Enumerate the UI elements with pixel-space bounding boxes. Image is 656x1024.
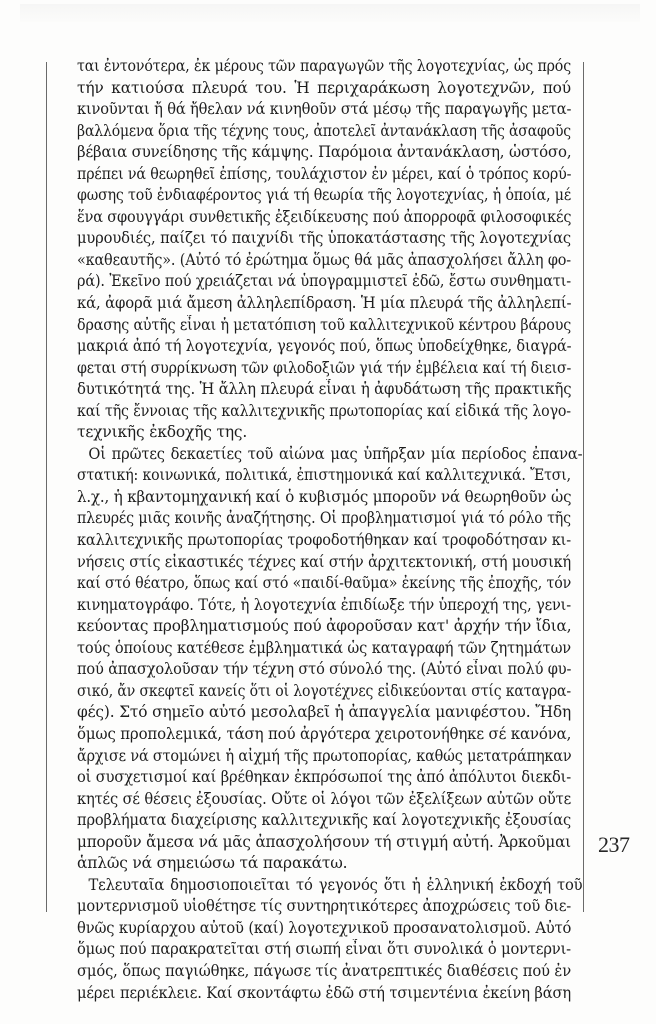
text-line: δυτικότητά της. Ἡ ἄλλη πλευρά εἶναι ἡ ἀφυδάτωση τῆς πρακτικῆς [77, 380, 572, 399]
text-line: στατική: κοινωνικά, πολιτικά, ἐπιστημονικά καί καλλιτεχνικά. Ἔτσι, [77, 466, 571, 485]
text-line: δρασης αὐτῆς εἶναι ἡ μετατόπιση τοῦ καλλιτεχνικοῦ κέντρου βάρους [77, 315, 572, 334]
text-line: βαλλόμενα ὅρια τῆς τέχνης τους, ἀποτελεῖ ἀντανάκλαση τῆς ἀσαφοῦς [77, 121, 572, 140]
text-line: νήσεις στίς εἰκαστικές τέχνες καί στήν ἀρχιτεκτονική, στή μουσική [77, 552, 572, 571]
text-line: πού ἀπασχολοῦσαν τήν τέχνη στό σύνολό της. (Αὐτό εἶναι πολύ φυ- [77, 660, 572, 679]
right-margin-rule [583, 62, 584, 912]
text-line: καί τῆς ἔννοιας τῆς καλλιτεχνικῆς πρωτοπορίας καί εἰδικά τῆς λογο- [77, 401, 571, 420]
text-line: Οἱ πρῶτες δεκαετίες τοῦ αἰώνα μας ὑπῆρξαν μία περίοδος ἐπανα- [88, 444, 583, 463]
text-line: Τελευταῖα δημοσιοποιεῖται τό γεγονός ὅτι ἡ ἑλληνική ἐκδοχή τοῦ [88, 875, 583, 894]
text-line: κινοῦνται ἤ θά ἤθελαν νά κινηθοῦν στά μέσῳ τῆς παραγωγῆς μετα- [77, 100, 572, 119]
text-line: κητές σέ θέσεις ἐξουσίας. Οὔτε οἱ λόγοι τῶν ἐξελίξεων αὐτῶν οὔτε [77, 789, 571, 808]
text-line: πρέπει νά θεωρηθεῖ ἐπίσης, τουλάχιστον ἐν μέρει, καί ὁ τρόπος κορύ- [77, 164, 572, 183]
text-line: μυρουδιές, παίζει τό παιχνίδι τῆς ὑποκατάστασης τῆς λογοτεχνίας [77, 229, 572, 248]
text-line: ται ἐντονότερα, ἐκ μέρους τῶν παραγωγῶν τῆς λογοτεχνίας, ὡς πρός [77, 57, 571, 75]
text-line: θνῶς κυρίαρχου αὐτοῦ (καί) λογοτεχνικοῦ προσανατολισμοῦ. Αὐτό [77, 918, 572, 937]
text-line: κεύοντας προβληματισμούς πού ἀφοροῦσαν κατ' ἀρχήν τήν ἴδια, [77, 617, 572, 636]
text-line: καλλιτεχνικῆς πρωτοπορίας τροφοδοτήθηκαν καί τροφοδότησαν κι- [77, 531, 571, 550]
text-line: βέβαια συνείδησης τῆς κάμψης. Παρόμοια ἀντανάκλαση, ὡστόσο, [77, 143, 572, 162]
text-line: κινηματογράφο. Τότε, ἡ λογοτεχνία ἐπιδίωξε τήν ὑπεροχή της, γενι- [77, 595, 571, 614]
text-line: τούς ὁποίους κατέθεσε ἐμβληματικά ὡς καταγραφή τῶν ζητημάτων [77, 638, 572, 657]
facing-page-bleed [20, 4, 640, 22]
page-number: 237 [598, 832, 630, 857]
text-line: ἕνα σφουγγάρι συνθετικῆς ἐξειδίκευσης πού ἀπορροφᾶ φιλοσοφικές [77, 207, 572, 226]
text-line: σμός, ὅπως παγιώθηκε, πάγωσε τίς ἀνατρεπτικές διαθέσεις πού ἐν [77, 961, 572, 980]
text-line: πλευρές μιᾶς κοινῆς ἀναζήτησης. Οἱ προβληματισμοί γιά τό ρόλο τῆς [77, 509, 571, 528]
text-line: τεχνικῆς ἐκδοχῆς της. [77, 423, 248, 442]
text-line: προβλήματα διαχείρισης καλλιτεχνικῆς καί λογοτεχνικῆς ἐξουσίας [77, 811, 572, 830]
text-line: οἱ συσχετισμοί καί βρέθηκαν ἐκπρόσωποί της ἀπό ἀπόλυτοι διεκδι- [77, 768, 571, 787]
left-margin-rule [46, 62, 47, 912]
text-line: μακριά ἀπό τή λογοτεχνία, γεγονός πού, ὅπως ὑποδείχθηκε, διαγρά- [77, 337, 572, 356]
text-line: ἄρχισε νά στομώνει ἡ αἰχμή τῆς πρωτοπορίας, καθώς μετατράπηκαν [77, 746, 572, 765]
text-line: σικό, ἄν σκεφτεῖ κανείς ὅτι οἱ λογοτέχνες εἰδικεύονται στίς καταγρα- [77, 681, 571, 700]
text-line: λ.χ., ἡ κβαντομηχανική καί ὁ κυβισμός μποροῦν νά θεωρηθοῦν ὡς [77, 487, 572, 506]
text-line: μποροῦν ἄμεσα νά μᾶς ἀπασχολήσουν τή στιγμή αὐτή. Ἀρκοῦμαι [77, 832, 571, 851]
text-line: φές). Στό σημεῖο αὐτό μεσολαβεῖ ἡ ἀπαγγελία μανιφέστου. Ἤδη [77, 703, 572, 722]
text-line: «καθεαυτῆς». (Αὐτό τό ἐρώτημα ὅμως θά μᾶς ἀπασχολήσει ἄλλη φο- [77, 250, 571, 269]
text-line: ὅμως πού παρακρατεῖται στή σιωπή εἶναι ὅτι συνολικά ὁ μοντερνι- [77, 940, 571, 959]
text-line: μοντερνισμοῦ υἱοθέτησε τίς συντηρητικότερες ἀποχρώσεις τοῦ διε- [77, 897, 572, 916]
text-line: φεται στή συρρίκνωση τῶν φιλοδοξιῶν γιά τήν ἐμβέλεια καί τή διεισ- [77, 358, 572, 377]
text-line: ρά). Ἐκεῖνο πού χρειάζεται νά ὑπογραμμιστεῖ ἐδῶ, ἔστω συνθηματι- [77, 272, 572, 291]
body-text [77, 56, 583, 1004]
text-line: μέρει περιέκλειε. Καί σκοντάφτω ἐδῶ στή τσιμεντένια ἐκείνη βάση [77, 983, 572, 1002]
text-line: φωσης τοῦ ἐνδιαφέροντος γιά τή θεωρία τῆς λογοτεχνίας, ἡ ὁποία, μέ [77, 186, 571, 205]
text-line: κά, ἀφορᾶ μιά ἄμεση ἀλληλεπίδραση. Ἡ μία πλευρά τῆς ἀλληλεπί- [77, 294, 572, 313]
text-line: ὅμως προπολεμικά, τάση πού ἀργότερα χειροτονήθηκε σέ κανόνα, [77, 724, 572, 743]
text-line: τήν κατιούσα πλευρά του. Ἡ περιχαράκωση λογοτεχνῶν, πού [77, 78, 571, 97]
text-line: ἁπλῶς νά σημειώσω τά παρακάτω. [77, 854, 348, 873]
text-line: καί στό θέατρο, ὅπως καί στό «παιδί-θαῦμα» ἐκείνης τῆς ἐποχῆς, τόν [77, 574, 572, 593]
